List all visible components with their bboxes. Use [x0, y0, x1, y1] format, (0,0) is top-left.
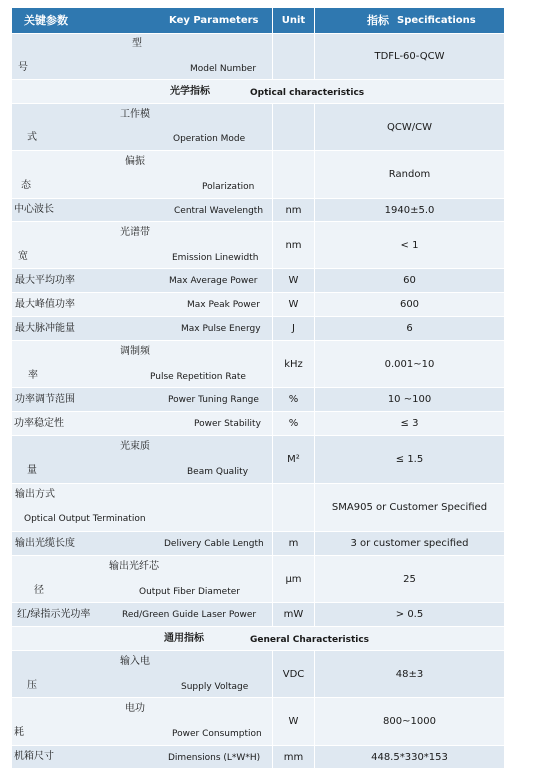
row-label-zh: 机箱尺寸: [14, 751, 54, 762]
row-model-number: [12, 34, 504, 80]
row-power-stability: [12, 412, 504, 436]
spec-table: [12, 8, 504, 769]
header-param-zh: 关键参数: [24, 14, 68, 27]
table-header: [12, 8, 504, 34]
row-label-en: Emission Linewidth: [172, 253, 259, 263]
section-title-zh: 光学指标: [170, 86, 210, 97]
row-label-en: Max Peak Power: [187, 300, 260, 310]
row-central-wavelength: [12, 199, 504, 222]
row-label-zh: 调制频: [120, 346, 150, 357]
row-guide-laser-power: [12, 603, 504, 627]
section-title-en: General Characteristics: [250, 635, 370, 645]
row-unit: m: [288, 538, 299, 549]
row-max-peak-power: [12, 293, 504, 317]
row-label-en: Output Fiber Diameter: [139, 587, 240, 597]
row-value: 60: [403, 275, 416, 286]
row-power-consumption: [12, 698, 504, 746]
row-label-zh: 量: [27, 465, 37, 476]
row-emission-linewidth: [12, 222, 504, 269]
row-label-zh: 径: [34, 585, 44, 596]
row-label-en: Delivery Cable Length: [164, 539, 264, 549]
row-unit: W: [288, 716, 299, 727]
row-label-zh: 中心波长: [14, 204, 54, 215]
row-label-zh: 压: [27, 680, 37, 691]
row-unit: %: [288, 394, 299, 405]
row-label-en: Red/Green Guide Laser Power: [122, 610, 257, 620]
row-value: 3 or customer specified: [350, 538, 469, 549]
row-dimensions: [12, 746, 504, 769]
row-label-en: Max Average Power: [169, 276, 258, 286]
row-unit: %: [288, 418, 299, 429]
row-label-en: Pulse Repetition Rate: [150, 372, 246, 382]
row-label-zh: 红/绿指示光功率: [17, 609, 91, 620]
row-label-en: Operation Mode: [173, 134, 246, 144]
row-label-zh: 耗: [14, 727, 24, 738]
row-value: TDFL-60-QCW: [374, 51, 445, 62]
row-label-en: Model Number: [190, 64, 257, 74]
row-label-zh: 输出光缆长度: [15, 538, 75, 549]
row-label-zh: 功率调节范围: [15, 394, 75, 405]
row-label-zh: 式: [27, 132, 37, 143]
row-unit: J: [292, 323, 295, 334]
row-label-en: Power Consumption: [172, 729, 262, 739]
row-output-termination: [12, 484, 504, 532]
row-label-zh: 电功: [125, 703, 145, 714]
row-label-zh: 号: [18, 62, 28, 73]
row-label-en: Max Pulse Energy: [181, 324, 261, 334]
row-label-zh: 功率稳定性: [14, 418, 64, 429]
row-label-zh: 输出光纤芯: [109, 561, 159, 572]
row-value: 10 ~100: [387, 394, 432, 405]
row-unit: nm: [285, 204, 302, 216]
row-label-zh: 型: [132, 38, 142, 49]
row-value: 448.5*330*153: [371, 751, 448, 763]
row-label-zh: 最大峰值功率: [15, 299, 75, 310]
row-value: SMA905 or Customer Specified: [331, 502, 488, 513]
row-output-fiber-diameter: [12, 556, 504, 603]
row-value: QCW/CW: [387, 121, 432, 133]
row-unit: W: [288, 275, 299, 286]
row-pulse-repetition-rate: [12, 341, 504, 388]
row-value: 48±3: [395, 668, 424, 680]
row-label-en: Beam Quality: [187, 467, 249, 477]
row-label-zh: 最大平均功率: [15, 275, 75, 286]
row-value: 0.001~10: [384, 358, 435, 370]
row-operation-mode: [12, 104, 504, 151]
row-unit: W: [288, 299, 299, 310]
row-delivery-cable-length: [12, 532, 504, 556]
row-value: ≤ 1.5: [395, 454, 424, 465]
row-label-zh: 态: [21, 180, 31, 191]
row-label-en: Power Tuning Range: [168, 395, 259, 405]
row-label-zh: 率: [28, 370, 38, 381]
row-unit: kHz: [284, 358, 303, 370]
section-title-zh: 通用指标: [164, 633, 204, 644]
row-label-zh: 输出方式: [15, 489, 55, 500]
row-value: < 1: [400, 239, 419, 251]
row-label-zh: 宽: [18, 251, 28, 262]
row-label-zh: 光束质: [120, 441, 150, 452]
row-label-zh: 输入电: [120, 656, 150, 667]
section-title-en: Optical characteristics: [250, 88, 365, 98]
row-value: 25: [403, 573, 416, 585]
row-label-en: Power Stability: [194, 419, 261, 429]
row-unit: nm: [285, 239, 302, 251]
row-value: 6: [406, 323, 413, 334]
row-value: > 0.5: [395, 609, 424, 620]
row-label-zh: 工作模: [120, 109, 150, 120]
header-param-en: Key Parameters: [169, 15, 259, 26]
row-unit: mW: [283, 609, 304, 620]
row-value: 800~1000: [383, 716, 436, 727]
header-unit: Unit: [281, 15, 306, 26]
row-unit: M²: [287, 454, 300, 465]
header-spec-en: Specifications: [397, 15, 476, 26]
row-value: ≤ 3: [400, 418, 419, 429]
row-value: 1940±5.0: [384, 204, 435, 216]
row-power-tuning-range: [12, 388, 504, 412]
row-max-pulse-energy: [12, 317, 504, 341]
row-value: 600: [399, 299, 420, 310]
section-general: [12, 627, 504, 651]
row-unit: μm: [285, 573, 302, 585]
row-max-average-power: [12, 269, 504, 293]
row-label-en: Optical Output Termination: [24, 514, 146, 524]
row-supply-voltage: [12, 651, 504, 698]
row-beam-quality: [12, 436, 504, 484]
row-value: Random: [388, 169, 431, 180]
row-label-en: Central Wavelength: [174, 206, 264, 216]
row-label-zh: 最大脉冲能量: [15, 323, 75, 334]
row-unit: VDC: [282, 668, 305, 680]
row-label-en: Dimensions (L*W*H): [168, 753, 261, 763]
header-spec-zh: 指标: [367, 14, 389, 27]
row-label-zh: 偏振: [125, 156, 145, 167]
row-label-en: Polarization: [202, 182, 255, 192]
row-polarization: [12, 151, 504, 199]
section-optical: [12, 80, 504, 104]
row-label-en: Supply Voltage: [181, 682, 249, 692]
row-unit: mm: [283, 751, 304, 763]
row-label-zh: 光谱带: [120, 227, 150, 238]
